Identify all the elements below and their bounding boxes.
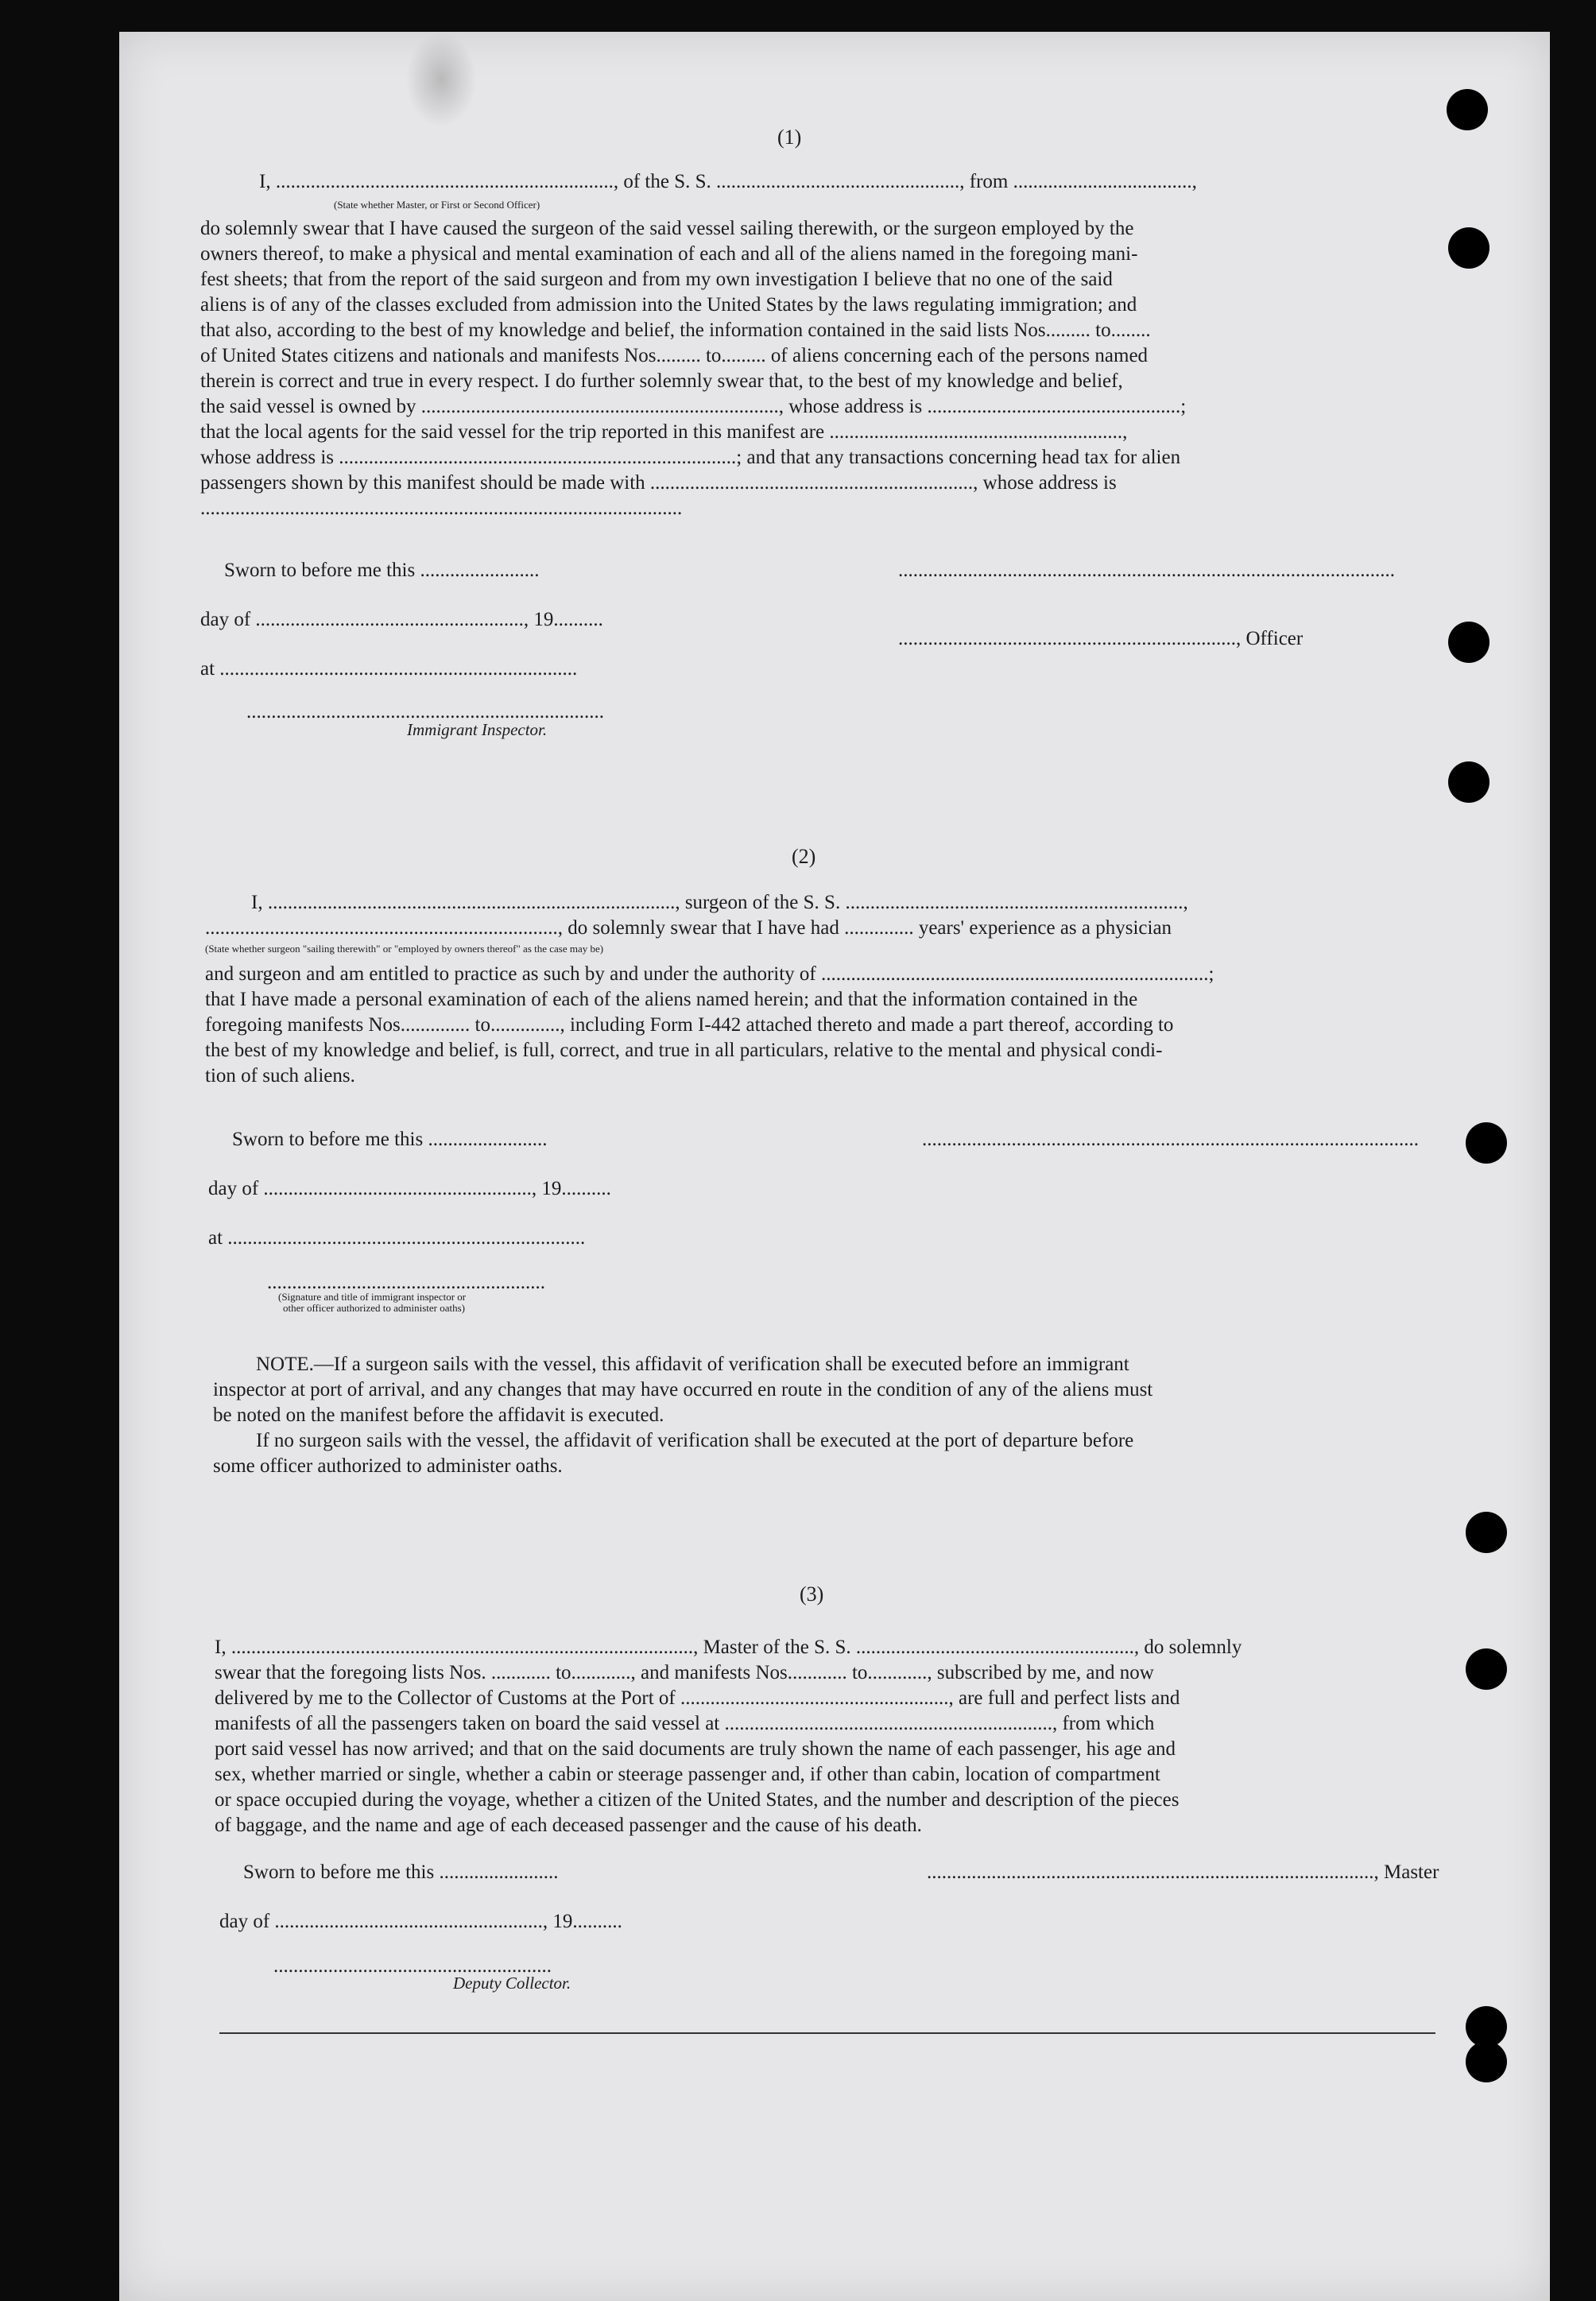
section-3-collector-label: Deputy Collector. <box>453 1974 571 1993</box>
section-1-line: of United States citizens and nationals and manifests Nos......... to......... of aliens concerning each of the persons named <box>200 345 1149 366</box>
section-1-line: owners thereof, to make a physical and mental examination of each and all of the aliens named in the foregoing mani- <box>200 243 1138 265</box>
section-2-sig-note-2: other officer authorized to administer oaths) <box>283 1302 465 1314</box>
section-2-second-line: ......................................................................., do solemnly swear that I have had .............. years' experience as a physician <box>205 917 1172 939</box>
section-1-at: at ........................................................................ <box>200 658 578 680</box>
section-1-line: passengers shown by this manifest should be made with ................................................................., whose address is <box>200 472 1117 494</box>
section-1-number: (1) <box>777 126 802 149</box>
section-3-line: of baggage, and the name and age of each deceased passenger and the cause of his death. <box>215 1815 922 1836</box>
section-1-day: day of ......................................................, 19.......... <box>200 609 603 630</box>
binder-hole <box>1448 622 1489 663</box>
section-1-line: aliens is of any of the classes excluded from admission into the United States by the laws regulating immigration; and <box>200 294 1137 316</box>
section-1-line: ................................................................................................. <box>200 498 683 519</box>
ink-smudge-mark <box>405 32 477 127</box>
binder-hole <box>1466 1648 1507 1690</box>
section-3-sworn: Sworn to before me this ........................ <box>243 1861 559 1883</box>
form-page <box>119 32 1550 2301</box>
section-2-line: that I have made a personal examination of each of the aliens named herein; and that the information contained in the <box>205 989 1138 1010</box>
section-3-line: sex, whether married or single, whether a cabin or steerage passenger and, if other than cabin, location of compartment <box>215 1764 1160 1785</box>
section-1-sworn: Sworn to before me this ........................ <box>224 560 540 581</box>
section-1-line: that also, according to the best of my knowledge and belief, the information contained in the said lists Nos......... to........ <box>200 320 1151 341</box>
section-2-opening-line: I, .................................................................................., surgeon of the S. S. ...................................................................., <box>251 892 1188 913</box>
section-2-number: (2) <box>792 845 816 868</box>
binder-hole <box>1448 761 1489 803</box>
binder-hole <box>1447 89 1488 130</box>
section-1-line: whose address is ................................................................................; and that any transactions concerning head tax for alien <box>200 447 1181 468</box>
section-1-line: the said vessel is owned by ........................................................................, whose address is ...................................................; <box>200 396 1187 417</box>
section-3-number: (3) <box>800 1582 824 1606</box>
binder-hole <box>1466 1512 1507 1553</box>
section-1-inspector-label: Immigrant Inspector. <box>407 720 548 739</box>
section-2-sig-note-1: (Signature and title of immigrant inspector or <box>278 1291 467 1303</box>
section-2-at: at ........................................................................ <box>208 1227 586 1249</box>
binder-hole <box>1448 227 1489 269</box>
section-1-line: do solemnly swear that I have caused the surgeon of the said vessel sailing therewith, or the surgeon employed by the <box>200 218 1134 239</box>
section-3-line: or space occupied during the voyage, whether a citizen of the United States, and the number and description of the pieces <box>215 1789 1180 1811</box>
note-line: some officer authorized to administer oaths. <box>213 1455 563 1477</box>
section-1-officer-note: (State whether Master, or First or Second Officer) <box>334 199 540 211</box>
section-1-line: fest sheets; that from the report of the said surgeon and from my own investigation I believe that no one of the said <box>200 269 1113 290</box>
section-2-signature-dots: ........................................................ <box>267 1272 545 1293</box>
section-2-line: foregoing manifests Nos.............. to.............., including Form I-442 attached thereto and made a part thereof, according to <box>205 1014 1174 1036</box>
section-2-line: tion of such aliens. <box>205 1065 355 1087</box>
section-1-officer: ...................................................................., Officer <box>898 628 1304 649</box>
section-1-officer-signature-line: .................................................................................................... <box>898 560 1395 581</box>
section-2-day: day of ......................................................, 19.......... <box>208 1178 611 1199</box>
section-3-collector-line: ........................................................ <box>273 1955 552 1977</box>
note-line: NOTE.—If a surgeon sails with the vessel, this affidavit of verification shall be executed before an immigrant <box>256 1354 1129 1375</box>
binder-hole <box>1466 1122 1507 1164</box>
section-2-signature-line: .................................................................................................... <box>922 1129 1419 1150</box>
section-3-day: day of ......................................................, 19.......... <box>219 1911 622 1932</box>
bottom-divider-rule <box>219 2032 1435 2034</box>
note-line: If no surgeon sails with the vessel, the affidavit of verification shall be executed at the port of departure before <box>256 1430 1134 1451</box>
section-1-inspector-line: ........................................................................ <box>246 701 604 722</box>
section-2-sworn: Sworn to before me this ........................ <box>232 1129 548 1150</box>
section-3-line: I, ............................................................................................., Master of the S. S. ........................................................, do solemnly <box>215 1637 1242 1658</box>
section-3-master: .........................................................................................., Master <box>927 1861 1439 1883</box>
section-3-line: swear that the foregoing lists Nos. ............ to............, and manifests Nos............ to............, subscribed by me, and now <box>215 1662 1154 1683</box>
section-2-surgeon-note: (State whether surgeon "sailing therewith" or "employed by owners thereof" as the case may be) <box>205 943 604 955</box>
note-line: be noted on the manifest before the affidavit is executed. <box>213 1404 664 1426</box>
section-3-line: manifests of all the passengers taken on board the said vessel at .................................................................., from which <box>215 1713 1155 1734</box>
binder-hole <box>1466 2041 1507 2082</box>
section-1-line: therein is correct and true in every respect. I do further solemnly swear that, to the best of my knowledge and belief, <box>200 370 1123 392</box>
section-2-line: and surgeon and am entitled to practice as such by and under the authority of ..............................................................................; <box>205 963 1214 985</box>
section-3-line: delivered by me to the Collector of Customs at the Port of ......................................................, are full and perfect lists and <box>215 1687 1180 1709</box>
section-3-line: port said vessel has now arrived; and that on the said documents are truly shown the name of each passenger, his age and <box>215 1738 1176 1760</box>
section-1-opening-line: I, ...................................................................., of the S. S. ................................................., from ...................................., <box>259 171 1197 192</box>
section-1-line: that the local agents for the said vessel for the trip reported in this manifest are ..........................................................., <box>200 421 1128 443</box>
section-2-line: the best of my knowledge and belief, is full, correct, and true in all particulars, relative to the mental and physical condi- <box>205 1040 1163 1061</box>
note-line: inspector at port of arrival, and any changes that may have occurred en route in the condition of any of the aliens must <box>213 1379 1153 1400</box>
